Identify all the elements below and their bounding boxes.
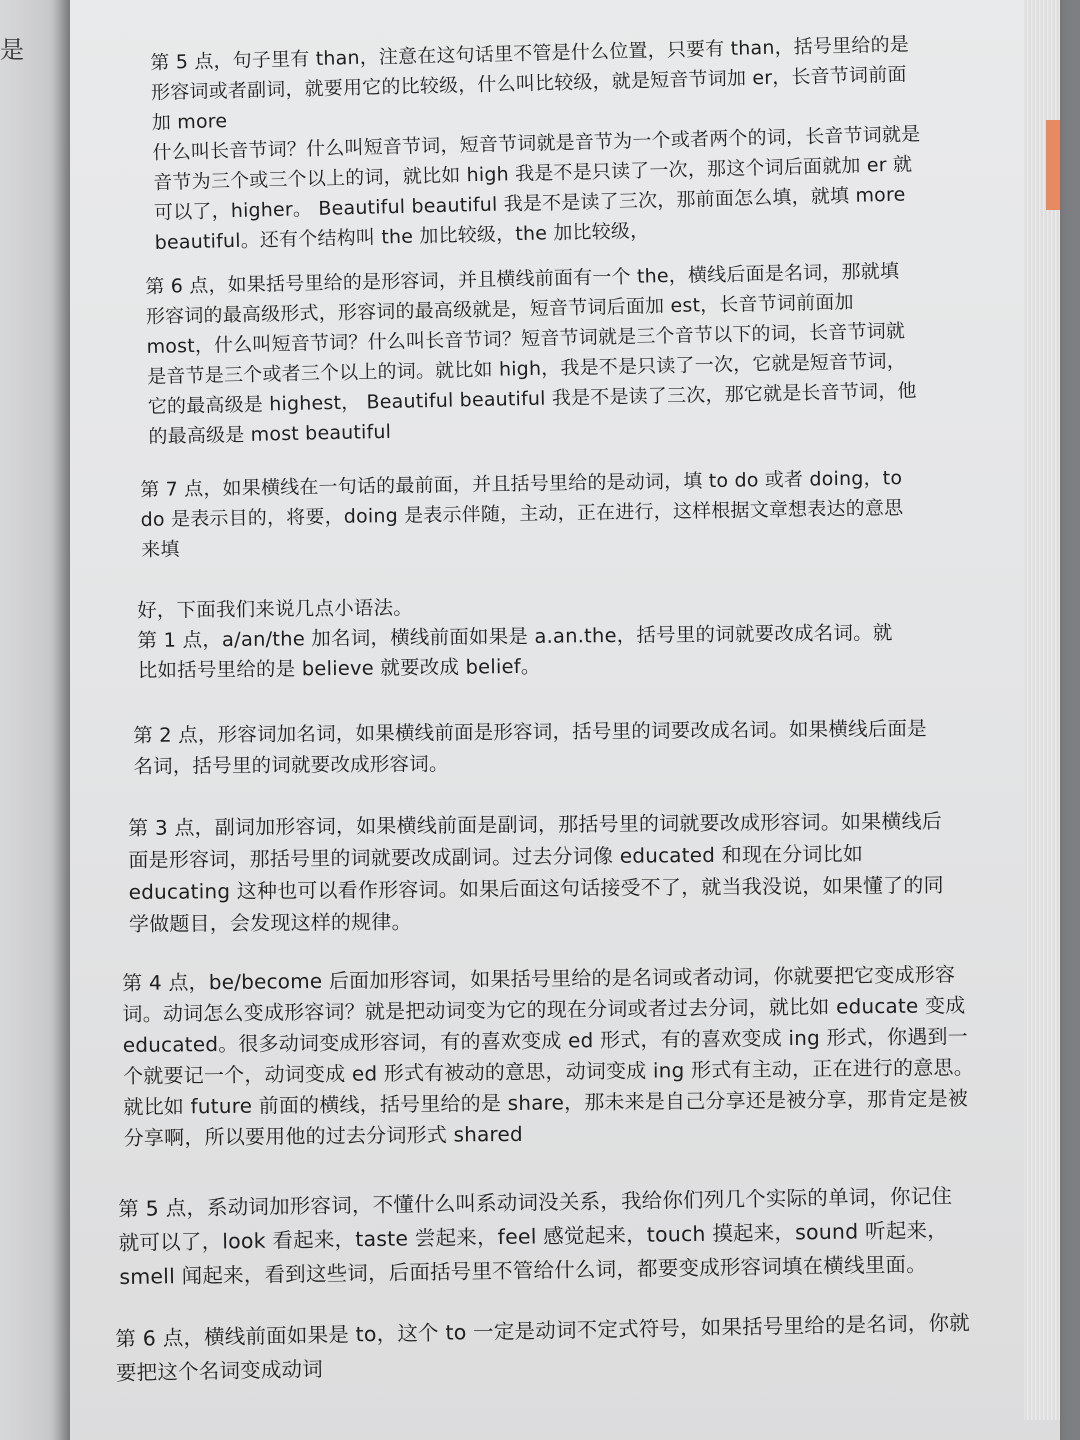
left-page-text-fragment: 是 bbox=[0, 36, 24, 64]
paragraph-grammar-point-5: 第 5 点，系动词加形容词，不懂什么叫系动词没关系，我给你们列几个实际的单词，你记住就可以了，look 看起来，taste 尝起来，feel 感觉起来，touch 摸起来，sound 听起来，smell 闻起来，看到这些词，后面括号里不管给什么词，都要变成形容词填在横线里面。 bbox=[118, 1183, 953, 1289]
paragraph-grammar-point-2: 第 2 点，形容词加名词，如果横线前面是形容词，括号里的词要改成名词。如果横线后面是名词，括号里的词就要改成形容词。 bbox=[133, 717, 927, 778]
page-stack-edge bbox=[1024, 0, 1060, 1420]
paragraph-grammar-intro-point-1: 好，下面我们来说几点小语法。 第 1 点，a/an/the 加名词，横线前面如果是 a.an.the，括号里的词就要改成名词。就比如括号里给的是 believe 就要改成 belief。 bbox=[137, 596, 893, 682]
page-edge-orange-tab bbox=[1046, 120, 1060, 210]
paragraph-point-5-than: 第 5 点，句子里有 than，注意在这句话里不管是什么位置，只要有 than，括号里给的是形容词或者副词，就要用它的比较级，什么叫比较级，就是短音节词加 er，长音节词前面加 more 什么叫长音节词？什么叫短音节词，短音节词就是音节为一个或者两个的词，长音节词就是音节为三个或三个以上的词，就比如 high 我是不是只读了一次，那这个词后面就加 er 就可以了，higher。 Beautiful beautiful 我是不是读了三次，那前面怎么填，就填 more beautiful。还有个结构叫 the 加比较级，the 加比较级， bbox=[150, 33, 921, 254]
paragraph-point-6-superlative: 第 6 点，如果括号里给的是形容词，并且横线前面有一个 the，横线后面是名词，那就填形容词的最高级形式，形容词的最高级就是，短音节词后面加 est，长音节词前面加 most，什么叫短音节词？什么叫长音节词？短音节词就是三个音节以下的词，长音节词就是音节是三个或者三个以上的词。就比如 high，我是不是只读了一次，它就是短音节词，它的最高级是 highest， Beautiful beautiful 我是不是读了三次，那它就是长音节词，他的最高级是 most beautiful bbox=[145, 260, 917, 448]
paragraph-grammar-point-3: 第 3 点，副词加形容词，如果横线前面是副词，那括号里的词就要改成形容词。如果横线后面是形容词，那括号里的词就要改成副词。过去分词像 educated 和现在分词比如 educating 这种也可以看作形容词。如果后面这句话接受不了，就当我没说，如果懂了的同学做题目，会发现这样的规律。 bbox=[128, 808, 944, 936]
left-page-edge bbox=[0, 0, 80, 1440]
paragraph-grammar-point-6: 第 6 点，横线前面如果是 to，这个 to 一定是动词不定式符号，如果括号里给的是名词，你就要把这个名词变成动词 bbox=[115, 1310, 971, 1385]
paragraph-grammar-point-4: 第 4 点，be/become 后面加形容词，如果括号里给的是名词或者动词，你就要把它变成形容词。动词怎么变成形容词？就是把动词变为它的现在分词或者过去分词，就比如 educate 变成 educated。很多动词变成形容词，有的喜欢变成 ed 形式，有的喜欢变成 ing 形式，你遇到一个就要记一个，动词变成 ed 形式有被动的意思，动词变成 ing 形式有主动，正在进行的意思。就比如 future 前面的横线，括号里给的是 share，那未来是自己分享还是被分享，那肯定是被分享啊，所以要用他的过去分词形式 shared bbox=[122, 962, 974, 1150]
paragraph-point-7-to-do-doing: 第 7 点，如果横线在一句话的最前面，并且括号里给的是动词，填 to do 或者 doing，to do 是表示目的，将要，doing 是表示伴随，主动，正在进行，这样根据文章想表达的意思来填 bbox=[140, 467, 904, 561]
